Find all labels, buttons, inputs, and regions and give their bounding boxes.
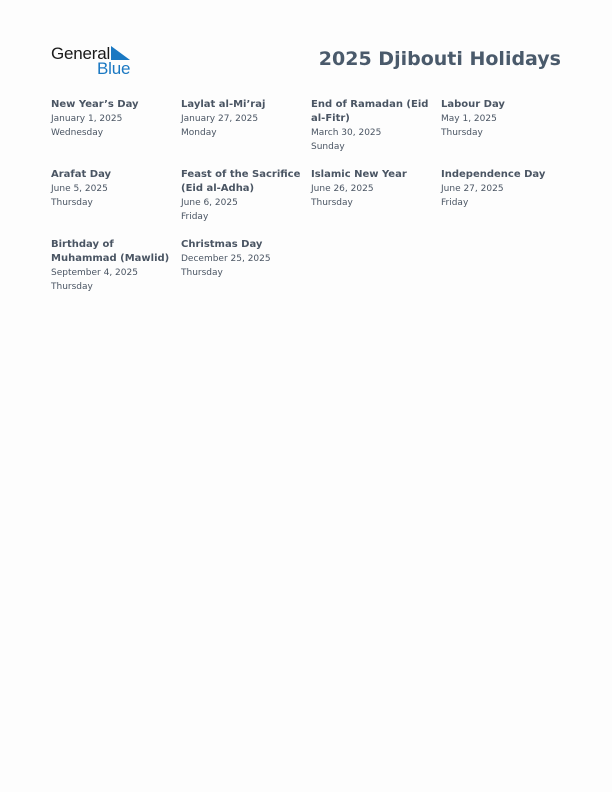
holiday-item xyxy=(311,168,441,238)
holiday-weekday: Thursday xyxy=(311,198,353,208)
holiday-name: Feast of the Sacrifice (Eid al-Adha) xyxy=(181,169,301,194)
holiday-date: December 25, 2025 xyxy=(181,254,271,264)
holiday-date: September 4, 2025 xyxy=(51,268,138,278)
holiday-item xyxy=(51,238,181,308)
holiday-item xyxy=(441,168,571,238)
holiday-name: End of Ramadan (Eid al-Fitr) xyxy=(311,99,429,124)
holiday-date: June 27, 2025 xyxy=(441,184,504,194)
holiday-date: May 1, 2025 xyxy=(441,114,497,124)
holiday-weekday: Friday xyxy=(181,212,209,222)
holiday-weekday: Friday xyxy=(441,198,469,208)
holiday-item xyxy=(181,98,311,168)
logo-triangle-icon xyxy=(111,46,130,60)
holiday-weekday: Wednesday xyxy=(51,128,104,138)
holiday-date: January 27, 2025 xyxy=(181,114,259,124)
holiday-weekday: Thursday xyxy=(51,198,93,208)
holiday-weekday: Monday xyxy=(181,128,217,138)
holiday-date: June 6, 2025 xyxy=(181,198,238,208)
holiday-date: June 26, 2025 xyxy=(311,184,374,194)
holiday-name: Labour Day xyxy=(441,99,505,110)
holiday-item xyxy=(441,98,571,168)
holiday-item xyxy=(51,98,181,168)
page-title: 2025 Djibouti Holidays xyxy=(318,48,561,70)
holiday-item xyxy=(51,168,181,238)
holiday-name: Laylat al-Mi’raj xyxy=(181,99,266,110)
holiday-date: March 30, 2025 xyxy=(311,128,382,138)
holiday-grid xyxy=(51,98,571,308)
holiday-name: Birthday of Muhammad (Mawlid) xyxy=(51,239,170,264)
holiday-weekday: Sunday xyxy=(311,142,345,152)
holiday-date: January 1, 2025 xyxy=(51,114,123,124)
holiday-name: Islamic New Year xyxy=(311,169,407,180)
holiday-name: Arafat Day xyxy=(51,169,112,180)
holiday-name: Christmas Day xyxy=(181,239,263,250)
generalblue-logo xyxy=(51,44,141,78)
holiday-weekday: Thursday xyxy=(181,268,223,278)
holiday-date: June 5, 2025 xyxy=(51,184,108,194)
holiday-weekday: Thursday xyxy=(51,282,93,292)
logo-word-general: General xyxy=(51,44,111,63)
holiday-weekday: Thursday xyxy=(441,128,483,138)
logo-word-blue: Blue xyxy=(97,59,131,78)
holiday-item xyxy=(181,168,311,238)
holiday-name: Independence Day xyxy=(441,169,546,180)
holiday-item xyxy=(311,98,441,168)
holiday-item xyxy=(181,238,311,308)
holiday-name: New Year’s Day xyxy=(51,99,139,110)
